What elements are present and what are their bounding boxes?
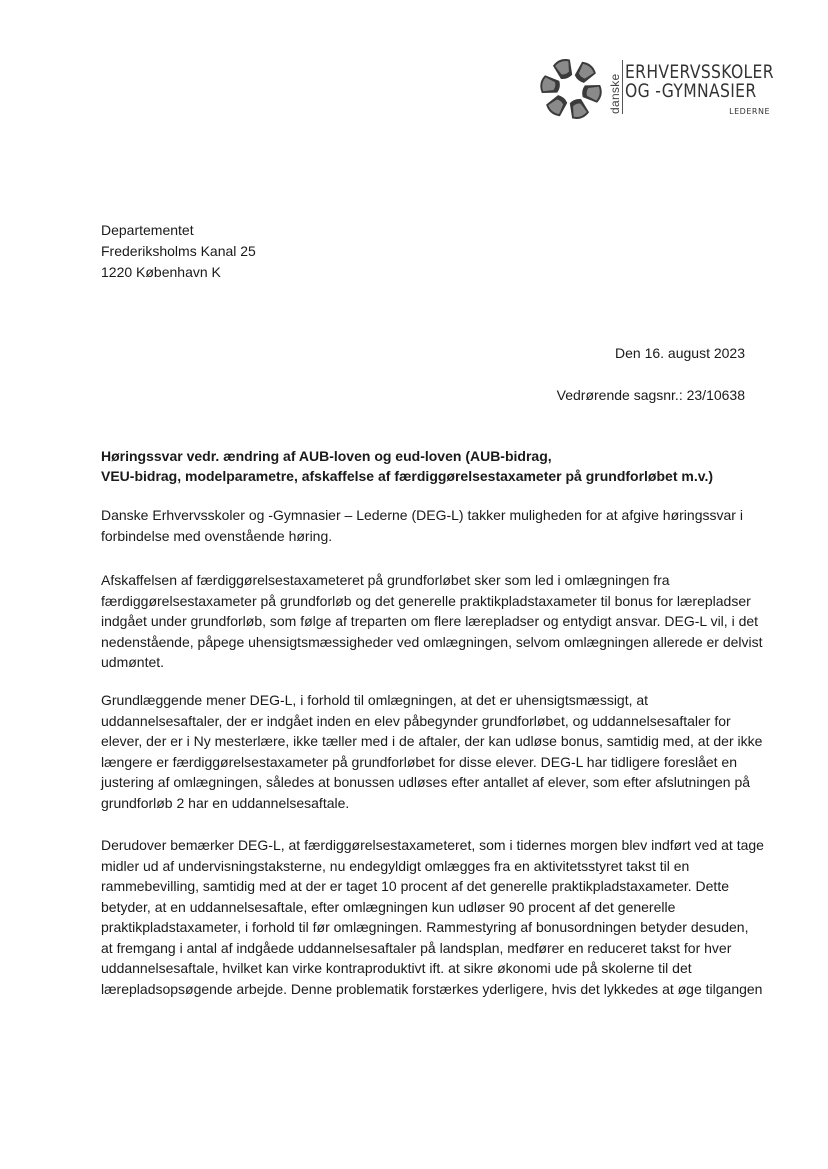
paragraph-line: uddannelsesaftaler, der er indgået inden en elev påbegynder grundforløbet, og uddannelsesaftaler for [101,712,731,729]
letter-date: Den 16. august 2023 [615,345,745,361]
logo-org-line2: OG -GYMNASIER [625,80,757,102]
paragraph-line: længere er færdiggørelsestaxameter på grundforløbet for disse elever. DEG-L har tidligere foreslået en [101,753,738,770]
paragraph-line: Derudover bemærker DEG-L, at færdiggørelsestaxameteret, som i tidernes morgen blev indført ved at tage [101,837,764,853]
paragraph-line: nedenstående, påpege uhensigtsmæssigheder ved omlægningen, selvom omlægningen allerede er delvist [101,633,763,650]
letterhead-logo [538,56,778,122]
paragraph-line: praktikpladstaxameter, i forhold til før omlægningen. Rammestyring af bonusordningen betyder desuden, [101,919,749,935]
letter-subject [101,446,751,486]
body-paragraph [101,505,751,546]
body-paragraph [101,835,764,999]
paragraph-line: grundforløb 2 har en uddannelsesaftale. [101,794,350,811]
paragraph-line: Danske Erhvervsskoler og -Gymnasier – Lederne (DEG-L) takker muligheden for at afgive høringssvar i [101,507,743,523]
flower-petals-logo-icon [538,56,608,122]
paragraph-line: justering af omlægningen, således at bonussen udløses efter antallet af elever, som efter afslutningen på [101,774,751,790]
paragraph-line: Afskaffelsen af færdiggørelsestaxameteret på grundforløbet sker som led i omlægningen fra [101,572,670,588]
paragraph-line: indgået under grundforløb, som følge af treparten om flere lærepladser og entydigt ansvar. DEG-L vil, i det [101,613,759,629]
paragraph-line: midler ud af undervisningstaksterne, nu endegyldigt omlægges fra en aktivitetsstyret takst til en [101,857,690,874]
paragraph-line: udmøntet. [101,654,165,670]
body-paragraph [101,570,763,673]
paragraph-line: betyder, at en uddannelsesaftale, efter omlægningen kun udløser 90 procent af det generelle [101,898,676,915]
paragraph-line: at fremgang i antal af indgåede uddannelsesaftaler på landsplan, medfører en reduceret takst for hver [101,939,732,956]
paragraph-line: forbindelse med ovenstående høring. [101,527,333,544]
recipient-address [101,220,256,283]
case-reference: Vedrørende sagsnr.: 23/10638 [556,387,745,403]
recipient-city: 1220 København K [101,264,221,280]
subject-line-2: VEU-bidrag, modelparametre, afskaffelse af færdiggørelsestaxameter på grundforløbet m.v.) [101,468,714,484]
paragraph-line: færdiggørelsestaxameter på grundforløb og det generelle praktikpladstaxameter til bonus for lærepladser [101,592,751,609]
subject-line-1: Høringssvar vedr. ændring af AUB-loven og eud-loven (AUB-bidrag, [101,448,552,464]
logo-prefix-text: danske [608,73,622,114]
recipient-street: Frederiksholms Kanal 25 [101,243,256,259]
paragraph-line: rammebevilling, samtidig med at der er taget 10 procent af det generelle praktikpladstaxameter. Dette [101,878,729,894]
logo-divider [622,60,623,114]
paragraph-line: lærepladsopsøgende arbejde. Denne problematik forstærkes yderligere, hvis det lykkedes at øge tilgangen [101,980,763,997]
logo-suffix-text: LEDERNE [729,107,770,116]
body-paragraph [101,690,763,813]
paragraph-line: Grundlæggende mener DEG-L, i forhold til omlægningen, at det er uhensigtsmæssigt, at [101,692,649,708]
recipient-name: Departementet [101,222,194,238]
paragraph-line: uddannelsesaftale, hvilket kan virke kontraproduktivt ift. at sikre økonomi ude på skolerne til det [101,960,692,976]
logo-org-line1: ERHVERVSSKOLER [625,61,774,83]
paragraph-line: elever, der er i Ny mesterlære, ikke tæller med i de aftaler, der kan udløse bonus, samtidig med, at der ikke [101,733,763,749]
